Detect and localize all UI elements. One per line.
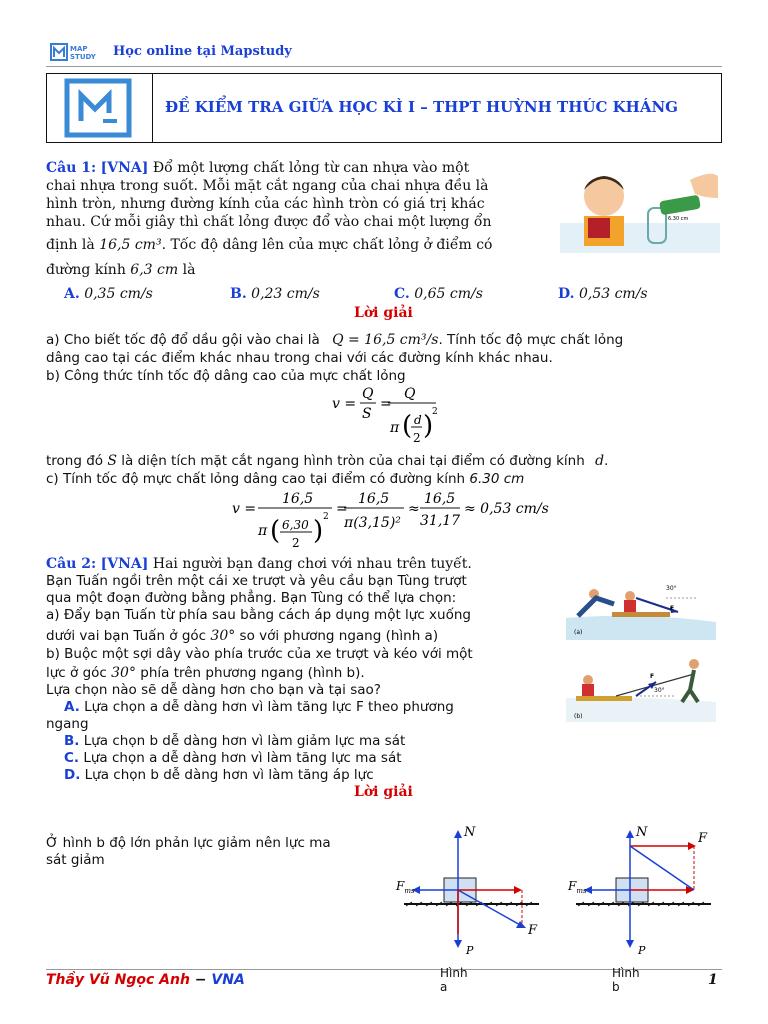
q2-text-3: qua một đoạn đường bằng phẳng. Bạn Tùng có thể lựa chọn:	[46, 590, 457, 606]
svg-text:): )	[423, 411, 434, 441]
q1-option-b[interactable]: B. 0,23 cm/s	[230, 286, 320, 302]
q2-text-2: Bạn Tuấn ngồi trên một cái xe trượt và yêu cầu bạn Tùng trượt	[46, 573, 467, 589]
q2-text-6: b) Buộc một sợi dây vào phía trước của xe trượt và kéo với một	[46, 646, 473, 662]
q1-diameter: 6,3 cm	[130, 262, 179, 278]
sol1-c-value: 6.30 cm	[469, 471, 525, 487]
force-diagram-a	[394, 822, 544, 962]
formula-v: v =	[332, 396, 357, 412]
fig-b-angle: 30°	[654, 687, 665, 694]
q2-text-7: lực ở góc 30° phía trên phương ngang (hình b).	[46, 665, 365, 681]
fig-a-f: F	[670, 605, 675, 612]
diag-b-fms: $F_{ms}$	[568, 879, 587, 895]
q2-option-a-cont: ngang	[46, 716, 89, 732]
fig-caption-b: Hình b	[612, 966, 640, 994]
header-rule	[46, 66, 722, 67]
q1-line-1	[46, 160, 469, 177]
formula-two: 2	[413, 431, 421, 445]
q1-tag: [VNA]	[100, 160, 149, 176]
den-3: 31,17	[420, 513, 461, 529]
exam-title: ĐỀ KIỂM TRA GIỮA HỌC KÌ I – THPT HUỲNH THÚC KHÁNG	[165, 98, 678, 116]
num-3: 16,5	[424, 491, 456, 507]
q2-text-5: dưới vai bạn Tuấn ở góc 30° so với phương ngang (hình a)	[46, 628, 439, 644]
sol2-text-2: sát giảm	[46, 852, 105, 868]
sol1-a-line-1: a) Cho biết tốc độ đổ dầu gội vào chai là Q = 16,5 cm³/s. Tính tốc độ mực chất lỏng	[46, 332, 624, 348]
diag-a-p: P	[466, 944, 474, 957]
sol1-a-eq: Q = 16,5 cm³/s	[332, 332, 439, 348]
svg-text:STUDY: STUDY	[70, 53, 96, 61]
force-diagram-b	[566, 822, 716, 962]
site-name: Học online tại Mapstudy	[113, 44, 292, 59]
q1-text-2: chai nhựa trong suốt. Mỗi mặt cắt ngang của chai nhựa đều là	[46, 178, 489, 194]
q2-label: Câu 2:	[46, 556, 97, 572]
fig-b-f: F	[650, 673, 655, 680]
q2-text-4: a) Đẩy bạn Tuấn từ phía sau bằng cách áp dụng một lực xuống	[46, 607, 471, 623]
formula-general	[332, 384, 442, 450]
num-1: 16,5	[282, 491, 314, 507]
svg-text:2: 2	[432, 407, 438, 417]
svg-text:2: 2	[323, 512, 329, 522]
svg-text:2: 2	[292, 536, 300, 550]
q2-text-8: Lựa chọn nào sẽ dễ dàng hơn cho bạn và tại sao?	[46, 682, 381, 698]
svg-text:v =: v =	[232, 501, 257, 517]
fig-a-angle: 30°	[666, 585, 677, 592]
formula-pi: π	[390, 420, 400, 436]
diag-b-p: P	[638, 944, 646, 957]
diag-a-f: F	[528, 923, 538, 938]
sol2-text-1: Ở hình b độ lớn phản lực giảm nên lực ma	[46, 835, 331, 851]
title-box	[46, 73, 722, 143]
fig-b-label: (b)	[574, 713, 583, 720]
q1-text-5: định là 16,5 cm³. Tốc độ dâng lên của mực chất lỏng ở điểm có	[46, 237, 493, 253]
sol1-b-line: b) Công thức tính tốc độ dâng cao của mực chất lỏng	[46, 368, 406, 384]
svg-text:≈: ≈	[408, 501, 420, 517]
diag-a-fms: $F_{ms}$	[396, 879, 415, 895]
sol2-heading: Lời giải	[354, 784, 413, 800]
logo-cell	[47, 74, 153, 142]
q1-label: Câu 1:	[46, 160, 97, 176]
svg-text:(: (	[402, 411, 413, 441]
result: ≈ 0,53 cm/s	[464, 501, 549, 517]
q1-text-1: Đổ một lượng chất lỏng từ can nhựa vào một	[152, 160, 470, 176]
q2-option-c[interactable]: C. Lựa chọn a dễ dàng hơn vì làm tăng lực ma sát	[64, 750, 402, 766]
q2-line-1: Câu 2: [VNA] Hai người bạn đang chơi với nhau trên tuyết.	[46, 556, 472, 572]
svg-text:=: =	[336, 501, 348, 517]
q1-illustration	[560, 168, 720, 253]
formula-d: d	[414, 413, 422, 427]
q2-option-d[interactable]: D. Lựa chọn b dễ dàng hơn vì làm tăng áp lực	[64, 767, 374, 783]
diag-b-f: F	[698, 831, 708, 846]
svg-text:): )	[313, 516, 324, 546]
q2-figure-a	[566, 576, 716, 640]
den-2: π(3,15)²	[344, 515, 401, 531]
q2-option-a[interactable]: A. Lựa chọn a dễ dàng hơn vì làm tăng lực F theo phương	[64, 699, 454, 715]
den-inner: 6,30	[282, 518, 309, 532]
q1-option-a[interactable]: A. 0,35 cm/s	[64, 286, 153, 302]
formula-eq: =	[380, 396, 392, 412]
fig-a-label: (a)	[574, 629, 583, 636]
sol1-c-line: c) Tính tốc độ mực chất lỏng dâng cao tại điểm có đường kính 6.30 cm	[46, 471, 525, 487]
formula-q2: Q	[404, 386, 416, 402]
sol1-where-line: trong đó S là diện tích mặt cắt ngang hình tròn của chai tại điểm có đường kính d.	[46, 453, 609, 469]
num-2: 16,5	[358, 491, 390, 507]
site-logo-small	[50, 42, 108, 64]
q1-text-3: hình tròn, nhưng đường kính của các hình tròn có giá trị khác	[46, 196, 485, 212]
page-number: 1	[708, 972, 718, 988]
sol1-a-line-2: dâng cao tại các điểm khác nhau trong chai với các đường kính khác nhau.	[46, 350, 553, 366]
sol1-heading: Lời giải	[354, 305, 413, 321]
diag-a-n: N	[464, 825, 476, 840]
q2-option-b[interactable]: B. Lựa chọn b dễ dàng hơn vì làm giảm lực ma sát	[64, 733, 406, 749]
fig-caption-a: Hình a	[440, 966, 468, 994]
q2-figure-b	[566, 656, 716, 722]
formula-s: S	[362, 406, 372, 422]
formula-q1: Q	[362, 386, 374, 402]
diag-b-n: N	[636, 825, 648, 840]
svg-text:MAP: MAP	[70, 45, 88, 53]
q2-tag: [VNA]	[100, 556, 149, 572]
svg-text:(: (	[270, 516, 281, 546]
formula-numeric	[232, 487, 552, 553]
q1-text-6: đường kính 6,3 cm là	[46, 262, 196, 278]
svg-text:π: π	[258, 523, 268, 539]
q1-flow: 16,5 cm³	[99, 237, 162, 253]
q1-option-d[interactable]: D. 0,53 cm/s	[558, 286, 648, 302]
q1-text-4: nhau. Cứ mỗi giây thì chất lỏng được đổ vào chai một lượng ổn	[46, 214, 492, 230]
mapstudy-logo	[63, 77, 133, 139]
q1-option-c[interactable]: C. 0,65 cm/s	[394, 286, 483, 302]
q1-image-label: 6.30 cm	[668, 216, 689, 222]
footer-author: Thầy Vũ Ngọc Anh − VNA	[46, 972, 245, 988]
